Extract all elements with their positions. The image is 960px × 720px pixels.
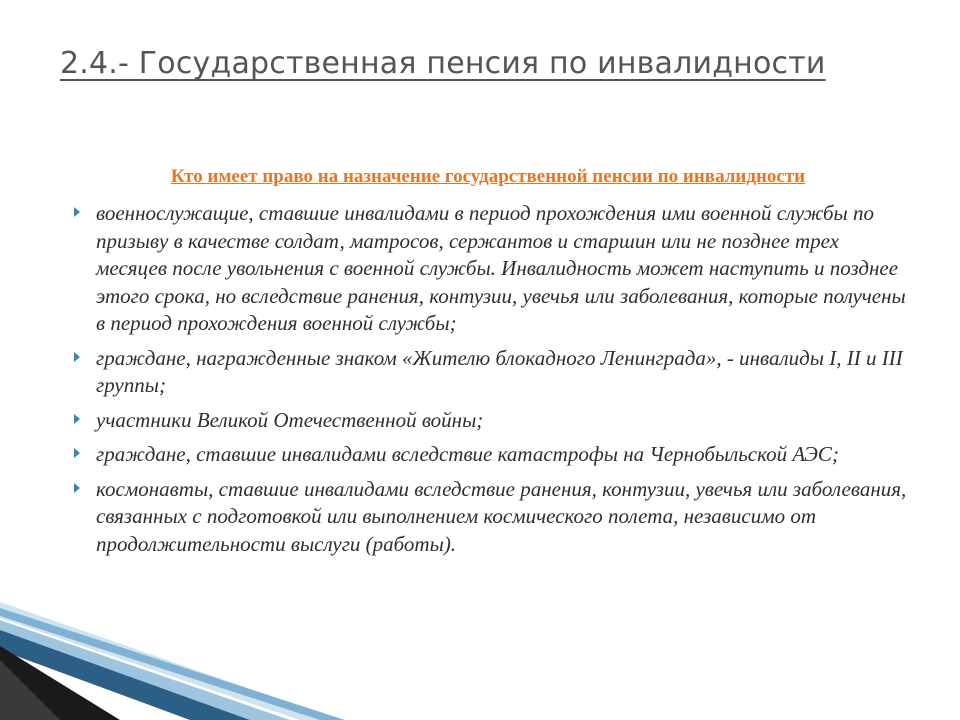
list-item — [74, 441, 910, 469]
bullet-arrow-icon — [74, 352, 80, 362]
bullet-arrow-icon — [74, 414, 80, 424]
list-item-text: граждане, ставшие инвалидами вследствие катастрофы на Чернобыльской АЭС; — [96, 442, 839, 466]
decorative-corner-stripes — [0, 560, 400, 720]
list-item-text: космонавты, ставшие инвалидами вследствие ранения, контузии, увечья или заболевания, связанных с подготовкой или выполнением космического полета, независимо от продолжительности выслуги (работы). — [96, 476, 907, 556]
list-item — [74, 407, 910, 435]
list-item — [74, 345, 910, 400]
list-item-text: граждане, награжденные знаком «Жителю блокадного Ленинграда», - инвалиды I, II и III группы; — [96, 345, 903, 397]
bullet-arrow-icon — [74, 207, 80, 217]
slide-title: 2.4.- Государственная пенсия по инвалидности — [60, 46, 826, 81]
bullet-arrow-icon — [74, 483, 80, 493]
list-item — [74, 476, 910, 559]
eligibility-list — [74, 200, 910, 565]
bullet-arrow-icon — [74, 448, 80, 458]
list-item — [74, 200, 910, 338]
slide-subtitle: Кто имеет право на назначение государственной пенсии по инвалидности — [170, 166, 806, 187]
list-item-text: участники Великой Отечественной войны; — [96, 407, 484, 432]
list-item-text: военнослужащие, ставшие инвалидами в период прохождения ими военной службы по призыву в качестве солдат, матросов, сержантов и старшин или не позднее трех месяцев после увольнения с военной службы. Инвалидность может наступить и позднее этого срока, но вследствие ранения, контузии, увечья или заболевания, которые получены в период прохождения военной службы; — [96, 201, 906, 335]
